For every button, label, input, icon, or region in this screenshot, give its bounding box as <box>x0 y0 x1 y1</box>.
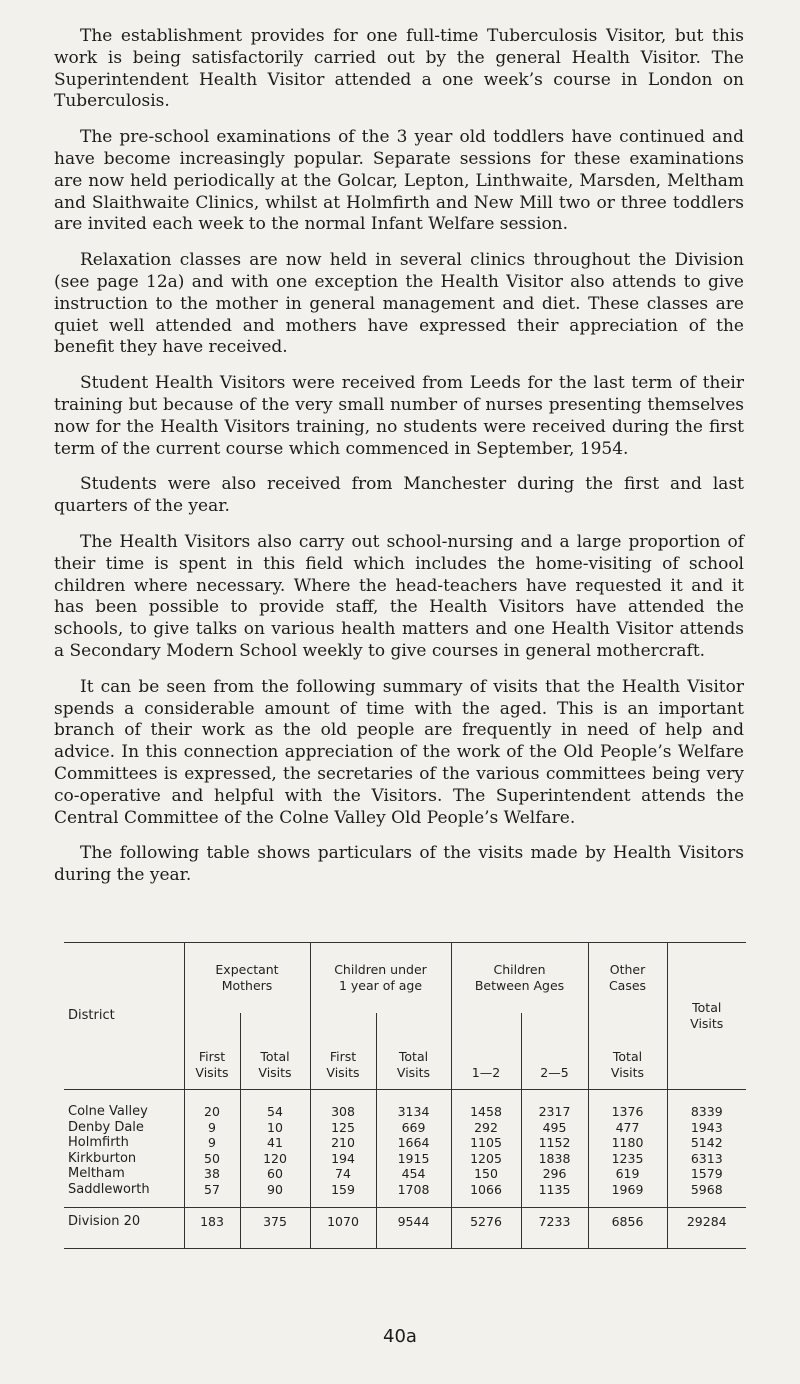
paragraph-pre-school-examinations: The pre-school examinations of the 3 year old toddlers have continued and have become increasingly popular. Separate sessions for these examinations are now held periodically at the Golcar, Lepton, Linthwaite, Marsden, Meltham and Slaithwaite Clinics, whilst at Holmfirth and New Mill two or three toddlers are invited each week to the normal Infant Welfare session. <box>54 127 744 235</box>
total-c1-total: 9544 <box>376 1208 451 1249</box>
cell-other: 477 <box>588 1120 667 1136</box>
cell-em-first: 20 <box>184 1090 240 1120</box>
header-em-total-visits: Total Visits <box>240 1013 310 1090</box>
header-other-cases: Other Cases <box>588 943 667 1014</box>
cell-c1-first: 308 <box>310 1090 376 1120</box>
paragraph-student-health-visitors: Student Health Visitors were received from Leeds for the last term of their training but because of the very small number of nurses presenting themselves now for the Health Visitors training, no students were received during the first term of the current course which commenced in September, 1954. <box>54 373 744 459</box>
table-row <box>64 1090 746 1120</box>
table-row <box>64 1135 746 1151</box>
cell-other: 1969 <box>588 1182 667 1208</box>
cell-age-2-5: 296 <box>521 1166 588 1182</box>
cell-other: 1180 <box>588 1135 667 1151</box>
cell-c1-total: 669 <box>376 1120 451 1136</box>
table-row <box>64 1120 746 1136</box>
row-district: Denby Dale <box>68 1119 144 1135</box>
cell-em-first: 50 <box>184 1151 240 1167</box>
header-c1-total-visits: Total Visits <box>376 1013 451 1090</box>
table-row <box>64 1182 746 1208</box>
row-district: Holmfirth <box>68 1135 129 1150</box>
total-other: 6856 <box>588 1208 667 1249</box>
cell-c1-first: 159 <box>310 1182 376 1208</box>
paragraph-school-nursing: The Health Visitors also carry out school-nursing and a large proportion of their time is spent in this field which includes the home-visiting of school children where necessary. Where the head-teachers have requested it and it has been possible to provide staff, the Health Visitors have attended the schools, to give talks on various health matters and one Health Visitor attends a Secondary Modern School weekly to give courses in general mothercraft. <box>54 531 744 661</box>
cell-age-1-2: 1205 <box>451 1151 521 1167</box>
header-other-total-visits: Total Visits <box>588 1013 667 1090</box>
cell-em-first: 38 <box>184 1166 240 1182</box>
paragraph-tuberculosis-visitor: The establishment provides for one full-time Tuberculosis Visitor, but this work is being satisfactorily carried out by the general Health Visitor. The Superintendent Health Visitor attended a one week’s course in London on Tuberculosis. <box>54 26 744 112</box>
cell-em-total: 41 <box>240 1135 310 1151</box>
cell-total: 5968 <box>667 1182 746 1208</box>
row-district: Colne Valley <box>68 1104 148 1119</box>
document-body <box>54 26 744 901</box>
cell-c1-first: 210 <box>310 1135 376 1151</box>
cell-em-first: 9 <box>184 1120 240 1136</box>
table-total-row <box>64 1208 746 1249</box>
header-expectant-mothers: Expectant Mothers <box>184 943 310 1014</box>
row-district: Kirkburton <box>68 1150 137 1166</box>
cell-total: 8339 <box>667 1090 746 1120</box>
header-children-under-1: Children under 1 year of age <box>310 943 451 1014</box>
cell-age-2-5: 2317 <box>521 1090 588 1120</box>
cell-age-1-2: 292 <box>451 1120 521 1136</box>
total-grand: 29284 <box>667 1208 746 1249</box>
paragraph-table-intro: The following table shows particulars of the visits made by Health Visitors during the year. <box>54 843 744 886</box>
total-row-label: Division 20 <box>64 1208 184 1249</box>
cell-c1-total: 1664 <box>376 1135 451 1151</box>
cell-age-1-2: 150 <box>451 1166 521 1182</box>
header-age-1-2: 1—2 <box>451 1013 521 1090</box>
page-number: 40a <box>383 1326 417 1347</box>
cell-em-first: 9 <box>184 1135 240 1151</box>
cell-other: 1235 <box>588 1151 667 1167</box>
total-c1-first: 1070 <box>310 1208 376 1249</box>
paragraph-manchester-students: Students were also received from Manchester during the first and last quarters of the year. <box>54 474 744 517</box>
cell-c1-total: 1708 <box>376 1182 451 1208</box>
cell-em-total: 10 <box>240 1120 310 1136</box>
cell-em-total: 120 <box>240 1151 310 1167</box>
total-age-2-5: 7233 <box>521 1208 588 1249</box>
health-visitor-visits-table <box>64 942 746 1249</box>
cell-age-2-5: 1135 <box>521 1182 588 1208</box>
cell-c1-first: 125 <box>310 1120 376 1136</box>
header-total-visits: Total Visits <box>667 943 746 1090</box>
cell-c1-total: 1915 <box>376 1151 451 1167</box>
cell-age-2-5: 495 <box>521 1120 588 1136</box>
cell-c1-total: 454 <box>376 1166 451 1182</box>
cell-age-1-2: 1066 <box>451 1182 521 1208</box>
total-em-total: 375 <box>240 1208 310 1249</box>
cell-total: 5142 <box>667 1135 746 1151</box>
visits-table-container <box>64 942 746 1249</box>
cell-total: 1943 <box>667 1120 746 1136</box>
cell-c1-first: 194 <box>310 1151 376 1167</box>
cell-age-2-5: 1152 <box>521 1135 588 1151</box>
total-age-1-2: 5276 <box>451 1208 521 1249</box>
header-c1-first-visits: First Visits <box>310 1013 376 1090</box>
cell-age-1-2: 1105 <box>451 1135 521 1151</box>
cell-em-total: 54 <box>240 1090 310 1120</box>
cell-c1-total: 3134 <box>376 1090 451 1120</box>
paragraph-visits-to-aged: It can be seen from the following summary of visits that the Health Visitor spends a considerable amount of time with the aged. This is an important branch of their work as the old people are frequently in need of help and advice. In this connection appreciation of the work of the Old People’s Welfare Committees is expressed, the secretaries of the various committees being very co-operative and helpful with the Visitors. The Superintendent attends the Central Committee of the Colne Valley Old People’s Welfare. <box>54 676 744 828</box>
paragraph-relaxation-classes: Relaxation classes are now held in several clinics throughout the Division (see page 12a) and with one exception the Health Visitor also attends to give instruction to the mother in general management and diet. These classes are quiet well attended and mothers have expressed their appreciation of the benefit they have received. <box>54 250 744 358</box>
cell-c1-first: 74 <box>310 1166 376 1182</box>
header-district: District <box>64 943 184 1090</box>
cell-age-1-2: 1458 <box>451 1090 521 1120</box>
header-children-between-ages: Children Between Ages <box>451 943 588 1014</box>
cell-other: 1376 <box>588 1090 667 1120</box>
cell-total: 6313 <box>667 1151 746 1167</box>
header-em-first-visits: First Visits <box>184 1013 240 1090</box>
row-district: Meltham <box>68 1166 125 1181</box>
table-row <box>64 1151 746 1167</box>
cell-em-total: 60 <box>240 1166 310 1182</box>
header-age-2-5: 2—5 <box>521 1013 588 1090</box>
cell-em-first: 57 <box>184 1182 240 1208</box>
cell-em-total: 90 <box>240 1182 310 1208</box>
cell-other: 619 <box>588 1166 667 1182</box>
table-row <box>64 1166 746 1182</box>
row-district: Saddleworth <box>68 1181 150 1197</box>
cell-age-2-5: 1838 <box>521 1151 588 1167</box>
total-em-first: 183 <box>184 1208 240 1249</box>
cell-total: 1579 <box>667 1166 746 1182</box>
